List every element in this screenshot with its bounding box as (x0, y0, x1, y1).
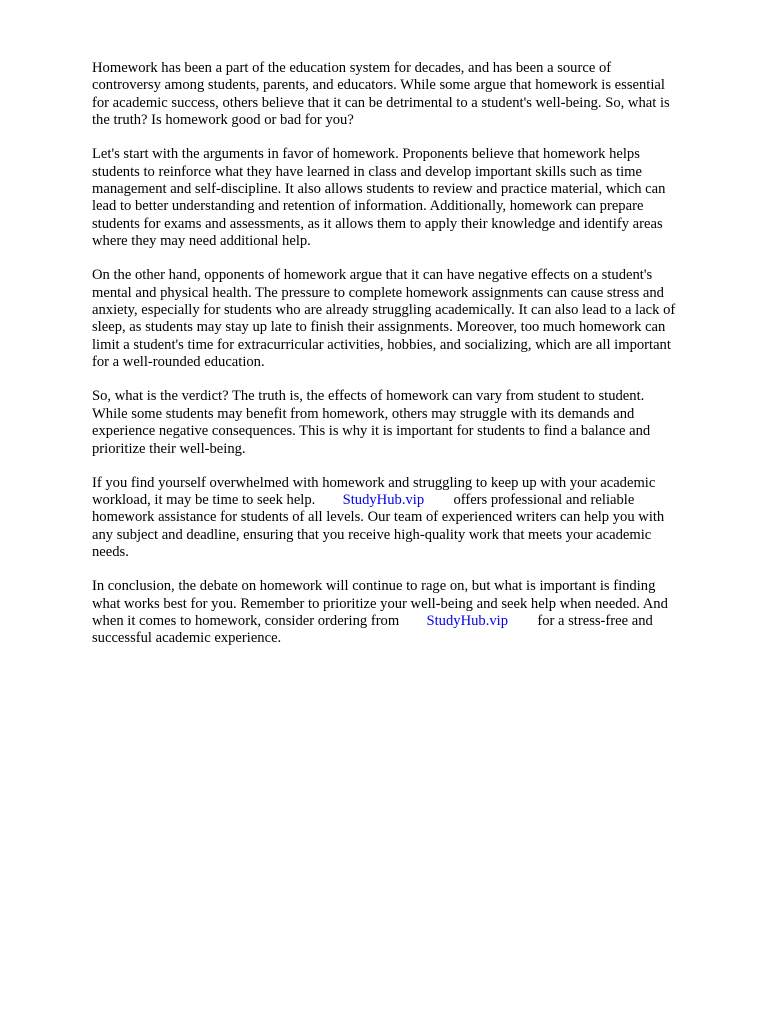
text-line: for a well-rounded education. (92, 354, 265, 371)
text-line: lead to better understanding and retention of information. Additionally, homework can prepare (92, 198, 644, 215)
text-line-with-link (92, 613, 722, 630)
text-line: If you find yourself overwhelmed with homework and struggling to keep up with your academic (92, 474, 656, 491)
text-line: what works best for you. Remember to prioritize your well-being and seek help when needed. And (92, 595, 668, 612)
text-line: prioritize their well-being. (92, 440, 246, 457)
text-line-with-link (92, 492, 722, 509)
text-segment: offers professional and reliable (453, 491, 635, 508)
paragraph-conclusion (92, 578, 722, 648)
text-line: In conclusion, the debate on homework will continue to rage on, but what is important is finding (92, 578, 656, 595)
text-line: Let's start with the arguments in favor of homework. Proponents believe that homework helps (92, 146, 640, 163)
paragraph-arguments-for (92, 146, 722, 250)
text-segment: for a stress-free and (537, 612, 653, 629)
paragraph-verdict (92, 388, 722, 458)
text-segment: when it comes to homework, consider ordering from (92, 612, 400, 629)
paragraph-intro (92, 60, 722, 130)
text-line: sleep, as students may stay up late to finish their assignments. Moreover, too much homework can (92, 319, 666, 336)
text-line: While some students may benefit from homework, others may struggle with its demands and (92, 405, 635, 422)
studyhub-link[interactable]: StudyHub.vip (342, 491, 425, 508)
text-line: homework assistance for students of all levels. Our team of experienced writers can help you with (92, 509, 665, 526)
text-line: On the other hand, opponents of homework argue that it can have negative effects on a student's (92, 267, 653, 284)
text-line: the truth? Is homework good or bad for you? (92, 112, 354, 129)
text-line: where they may need additional help. (92, 233, 311, 250)
text-line: students for exams and assessments, as it allows them to apply their knowledge and identify areas (92, 215, 663, 232)
paragraph-seek-help (92, 475, 722, 562)
text-line: experience negative consequences. This is why it is important for students to find a balance and (92, 423, 651, 440)
paragraph-arguments-against (92, 267, 722, 371)
text-line: controversy among students, parents, and educators. While some argue that homework is essential (92, 77, 665, 94)
document-body (92, 60, 722, 664)
text-line: management and self-discipline. It also allows students to review and practice material, which can (92, 181, 666, 198)
text-line: successful academic experience. (92, 630, 282, 647)
text-line: limit a student's time for extracurricular activities, hobbies, and socializing, which are all important (92, 336, 671, 353)
text-line: students to reinforce what they have learned in class and develop important skills such as time (92, 163, 642, 180)
text-line: needs. (92, 544, 129, 561)
text-line: anxiety, especially for students who are already struggling academically. It can also lead to a lack of (92, 302, 676, 319)
text-line: any subject and deadline, ensuring that you receive high-quality work that meets your academic (92, 526, 652, 543)
studyhub-link[interactable]: StudyHub.vip (426, 612, 509, 629)
text-line: for academic success, others believe that it can be detrimental to a student's well-being. So, what is (92, 94, 670, 111)
text-line: So, what is the verdict? The truth is, the effects of homework can vary from student to student. (92, 388, 645, 405)
text-line: Homework has been a part of the education system for decades, and has been a source of (92, 60, 612, 76)
text-line: mental and physical health. The pressure to complete homework assignments can cause stress and (92, 284, 664, 301)
text-segment: workload, it may be time to seek help. (92, 491, 316, 508)
